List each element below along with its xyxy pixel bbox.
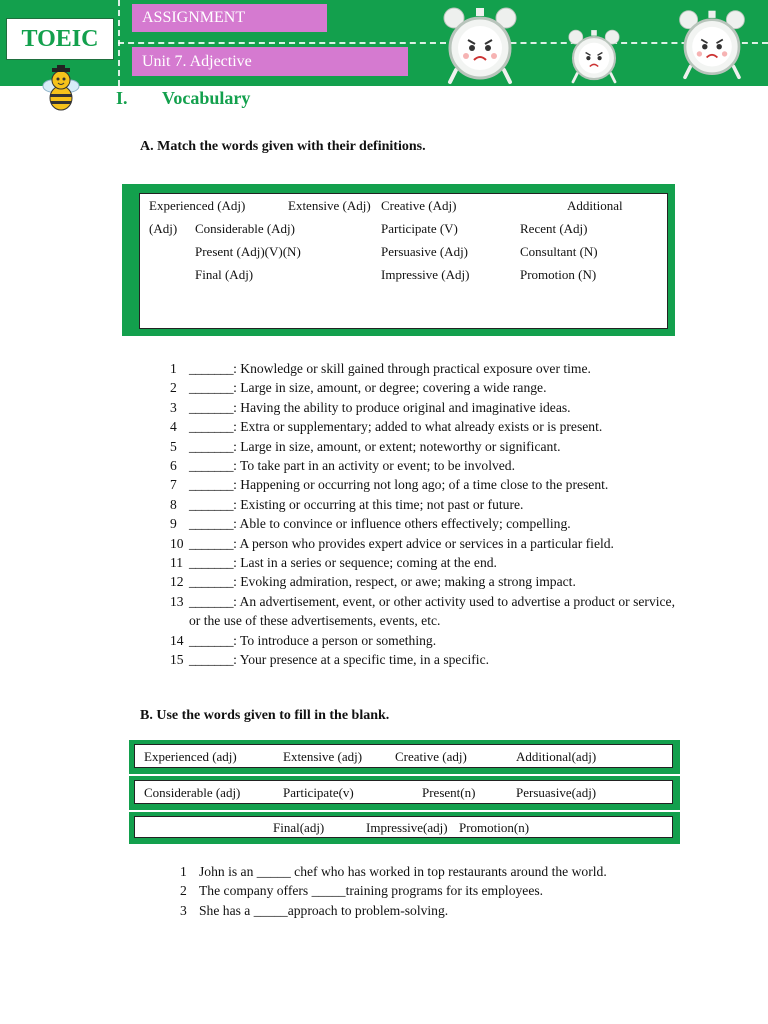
definition-text: : To introduce a person or something.: [233, 632, 437, 648]
word-box: [134, 780, 673, 804]
item-number: 3: [170, 399, 177, 415]
section-number: I.: [116, 88, 128, 108]
item-number: 5: [170, 438, 177, 454]
answer-blank[interactable]: _______: [189, 361, 234, 376]
word: Experienced (Adj): [149, 198, 246, 213]
section-heading: [116, 88, 250, 109]
item-number: 10: [170, 535, 184, 551]
word: Additional: [567, 198, 623, 213]
answer-blank[interactable]: _______: [189, 438, 234, 454]
part-a-heading: A. Match the words given with their definitions.: [140, 139, 426, 154]
word: Persuasive (Adj): [381, 244, 469, 259]
list-item: [170, 359, 675, 378]
word: Participate (V): [381, 221, 458, 236]
word: Considerable (adj): [144, 785, 241, 800]
item-number: 11: [170, 555, 184, 571]
word: Present (Adj)(V)(N): [195, 244, 301, 259]
part-b-heading: B. Use the words given to fill in the blank.: [140, 708, 390, 723]
word: Impressive (Adj): [381, 267, 470, 282]
fill-in-list: [180, 862, 680, 920]
word: Impressive(adj): [366, 820, 448, 835]
answer-blank[interactable]: _______: [189, 652, 234, 668]
sentence-text: She has a _____approach to problem-solving.: [199, 902, 449, 918]
list-item: [170, 572, 675, 591]
list-item: [180, 862, 680, 881]
definition-list: [170, 359, 675, 670]
answer-blank[interactable]: _______: [189, 574, 234, 590]
alarm-clock-icon: [676, 4, 748, 84]
definition-text: : Having the ability to produce original and imaginative ideas.: [233, 399, 571, 415]
sentence-text: John is an _____ chef who has worked in top restaurants around the world.: [199, 864, 607, 879]
definition-text: : Large in size, amount, or extent; noteworthy or significant.: [233, 438, 561, 454]
word: Present(n): [422, 785, 476, 800]
list-item: [170, 437, 675, 456]
item-number: 14: [170, 632, 184, 648]
assignment-label: ASSIGNMENT: [132, 4, 327, 32]
answer-blank[interactable]: _______: [189, 380, 234, 396]
word: Recent (Adj): [520, 221, 588, 236]
word: Final (Adj): [195, 267, 254, 282]
word: Final(adj): [273, 820, 325, 835]
word: Promotion (N): [520, 267, 597, 282]
section-title: Vocabulary: [162, 88, 251, 108]
list-item: [180, 881, 680, 900]
alarm-clock-icon: [440, 4, 520, 86]
item-number: 8: [170, 496, 177, 512]
answer-blank[interactable]: _______: [189, 516, 234, 532]
list-item: [170, 417, 675, 436]
word: Experienced (adj): [144, 749, 237, 764]
list-item: [170, 514, 675, 533]
brand-box: TOEIC: [6, 18, 114, 60]
item-number: 13: [170, 593, 184, 609]
answer-blank[interactable]: _______: [189, 555, 234, 571]
word: Consultant (N): [520, 244, 598, 259]
alarm-clock-icon: [566, 26, 622, 86]
answer-blank[interactable]: _______: [189, 632, 234, 648]
word-box: [139, 193, 668, 329]
list-item: [170, 398, 675, 417]
definition-text: : To take part in an activity or event; to be involved.: [233, 458, 516, 474]
answer-blank[interactable]: _______: [189, 496, 234, 512]
answer-blank[interactable]: _______: [189, 458, 234, 474]
word-box: [134, 744, 673, 768]
word: Creative (adj): [395, 749, 467, 764]
item-number: 9: [170, 516, 177, 532]
definition-text: : Existing or occurring at this time; not past or future.: [233, 496, 524, 512]
definition-text: : Able to convince or influence others effectively; compelling.: [233, 516, 571, 532]
item-number: 12: [170, 574, 184, 590]
list-item: [170, 650, 675, 669]
list-item: [170, 534, 675, 553]
list-item: [170, 631, 675, 650]
word-box: [134, 816, 673, 838]
answer-blank[interactable]: _______: [189, 535, 234, 551]
definition-text: : Your presence at a specific time, in a specific.: [233, 652, 490, 668]
answer-blank[interactable]: _______: [189, 593, 234, 609]
word: Participate(v): [283, 785, 354, 800]
list-item: [180, 901, 680, 920]
item-number: 7: [170, 477, 177, 493]
list-item: [170, 495, 675, 514]
definition-text: : Extra or supplementary; added to what already exists or is present.: [233, 419, 603, 435]
sentence-text: The company offers _____training programs for its employees.: [199, 883, 544, 899]
word: (Adj): [149, 221, 178, 236]
item-number: 4: [170, 419, 177, 435]
word: Considerable (Adj): [195, 221, 296, 236]
definition-text: : Knowledge or skill gained through practical exposure over time.: [233, 361, 591, 376]
item-number: 6: [170, 458, 177, 474]
item-number: 2: [170, 380, 177, 396]
word: Extensive (adj): [283, 749, 363, 764]
word: Additional(adj): [516, 749, 597, 764]
definition-text: : Happening or occurring not long ago; of a time close to the present.: [233, 477, 609, 493]
definition-text: : Evoking admiration, respect, or awe; making a strong impact.: [233, 574, 576, 590]
list-item: [170, 475, 675, 494]
list-item: [170, 456, 675, 475]
list-item: [170, 378, 675, 397]
definition-text: : An advertisement, event, or other activity used to advertise a product or service, or the use of these advertisements, events, etc.: [189, 593, 675, 629]
word: Promotion(n): [459, 820, 530, 835]
answer-blank[interactable]: _______: [189, 399, 234, 415]
definition-text: : Last in a series or sequence; coming at the end.: [233, 555, 497, 571]
list-item: [170, 592, 675, 631]
item-number: 1: [170, 361, 177, 376]
word: Extensive (Adj): [288, 198, 371, 213]
definition-text: : A person who provides expert advice or services in a particular field.: [233, 535, 614, 551]
unit-label: Unit 7. Adjective: [132, 47, 408, 76]
list-item: [170, 553, 675, 572]
bee-mascot-icon: [38, 62, 84, 112]
banner-dashed-divider: [118, 0, 120, 86]
definition-text: : Large in size, amount, or degree; covering a wide range.: [233, 380, 547, 396]
item-number: 15: [170, 652, 184, 668]
answer-blank[interactable]: _______: [189, 477, 234, 493]
answer-blank[interactable]: _______: [189, 419, 234, 435]
item-number: 2: [180, 883, 187, 899]
item-number: 3: [180, 902, 187, 918]
item-number: 1: [180, 864, 187, 879]
word: Persuasive(adj): [516, 785, 597, 800]
word: Creative (Adj): [381, 198, 457, 213]
